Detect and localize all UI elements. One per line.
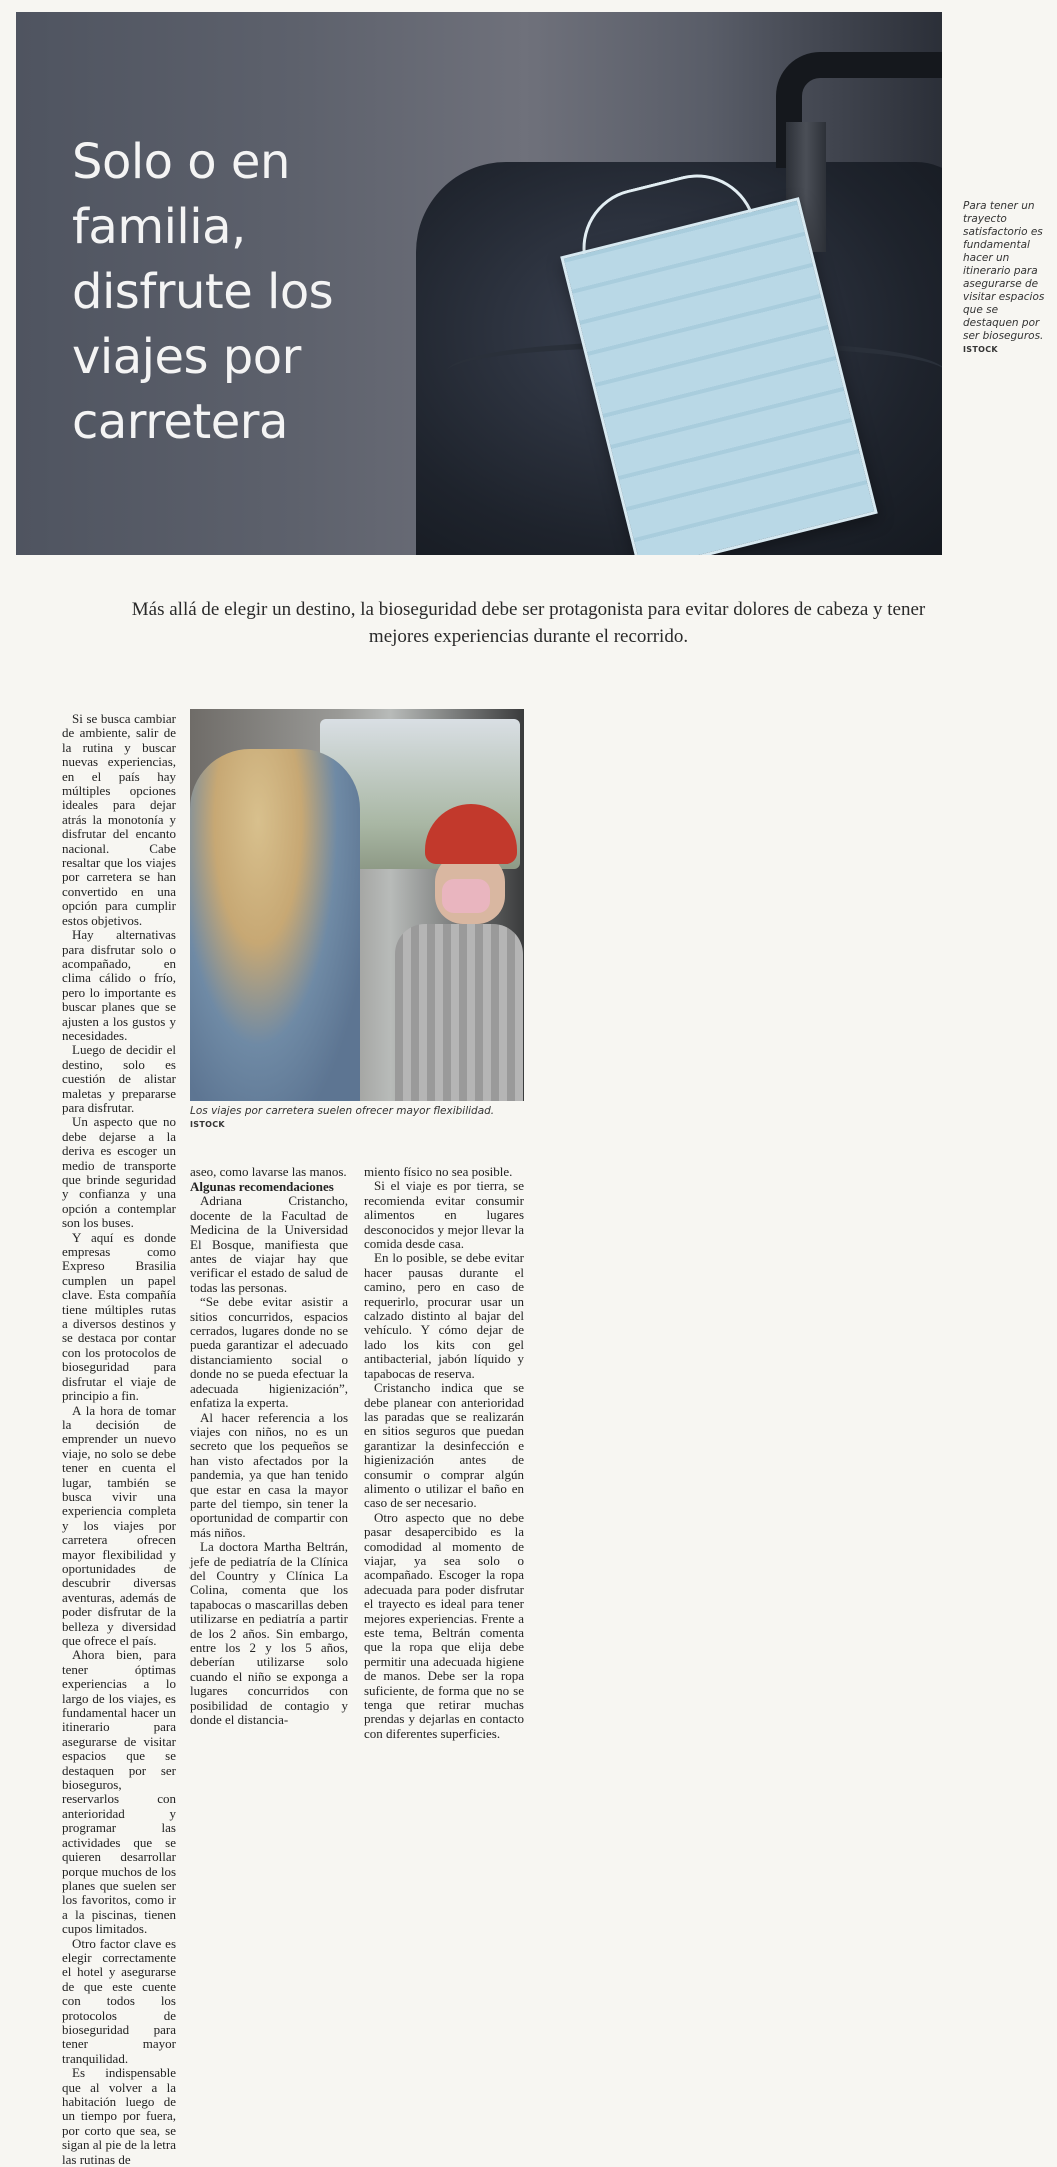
paragraph: Al hacer referencia a los viajes con niños, no es un secreto que los pequeños se han visto afectados por la pandemia, ya que han tenido que estar en casa la mayor parte del tiempo, sin tener la oportunidad de compartir con más niños. <box>190 1409 348 1540</box>
paragraph: aseo, como lavarse las manos. <box>190 1164 347 1179</box>
article-column-1 <box>62 712 176 2167</box>
article-subhead: Más allá de elegir un destino, la bioseguridad debe ser protagonista para evitar dolores de cabeza y tener mejores experiencias durante el recorrido. <box>131 599 926 647</box>
paragraph: Y aquí es donde empresas como Expreso Brasilia cumplen un papel clave. Esta compañía tiene múltiples rutas a diversos destinos y se destaca por contar con los protocolos de bioseguridad para disfrutar el viaje de principio a fin. <box>62 1229 176 1404</box>
paragraph: Cristancho indica que se debe planear con anterioridad las paradas que se realizarán en sitios seguros que puedan garantizar la desinfección e higienización antes de consumir o comprar algún alimento o utilizar el baño en caso de ser necesario. <box>364 1380 524 1511</box>
article-headline <box>72 130 402 455</box>
headline-line: familia, <box>72 199 246 255</box>
travel-photo-caption <box>190 1105 524 1131</box>
paragraph: Otro factor clave es elegir correctamente el hotel y asegurarse de que este cuente con todos los protocolos de bioseguridad para tener mayor tranquilidad. <box>62 1935 176 2066</box>
paragraph: Hay alternativas para disfrutar solo o acompañado, en clima cálido o frío, pero lo importante es buscar planes que se ajusten a los gustos y necesidades. <box>62 927 176 1043</box>
travel-photo-mother-child <box>190 709 524 1101</box>
headline-line: viajes por <box>72 329 301 385</box>
paragraph: “Se debe evitar asistir a sitios concurridos, espacios cerrados, lugares donde no se pueda garantizar el adecuado distanciamiento social o donde no se pueda efectuar la adecuada higienización”, enfatiza la experta. <box>190 1294 348 1411</box>
hero-photo <box>16 12 942 555</box>
paragraph: Otro aspecto que no debe pasar desapercibido es la comodidad al momento de viajar, ya sea solo o acompañado. Escoger la ropa adecuada para poder disfrutar el trayecto es ideal para tener mejores experiencias. Frente a este tema, Beltrán comenta que la ropa que elija debe permitir una adecuada higiene de manos. Debe ser la ropa suficiente, de forma que no se tenga que retirar muchas prendas y dejarlas en contacto con diferentes superficies. <box>364 1509 524 1741</box>
paragraph: Es indispensable que al volver a la habitación luego de un tiempo por fuera, por corto que sea, se sigan al pie de la letra las rutinas de <box>62 2065 176 2167</box>
paragraph: A la hora de tomar la decisión de emprender un nuevo viaje, no solo se debe tener en cuenta el lugar, también se busca vivir una experiencia completa y los viajes por carretera ofrecen mayor flexibilidad y oportunidades de descubrir diversas aventuras, además de poder disfrutar de la belleza y diversidad que ofrece el país. <box>62 1402 176 1648</box>
headline-line: Solo o en <box>72 134 290 190</box>
child-figure <box>395 924 523 1101</box>
woman-figure <box>190 749 360 1101</box>
paragraph: Luego de decidir el destino, solo es cuestión de alistar maletas y prepararse para disfrutar. <box>62 1042 176 1115</box>
article-column-2 <box>190 1165 348 1727</box>
paragraph: En lo posible, se debe evitar hacer pausas durante el camino, pero en caso de requerirlo, procurar usar un calzado distinto al bajar del vehículo. Y cómo dejar de lado los kits con gel antibacterial, jabón líquido y tapabocas de reserva. <box>364 1250 524 1381</box>
headline-line: carretera <box>72 394 288 450</box>
paragraph: Adriana Cristancho, docente de la Facultad de Medicina de la Universidad El Bosque, manifiesta que antes de viajar hay que verificar el estado de salud de todas las personas. <box>190 1193 348 1295</box>
paragraph: Si se busca cambiar de ambiente, salir de la rutina y buscar nuevas experiencias, en el país hay múltiples opciones ideales para dejar atrás la monotonía y disfrutar del encanto nacional. Cabe resaltar que los viajes por carretera se han convertido en una opción para cumplir estos objetivos. <box>62 711 176 928</box>
article-column-3 <box>364 1165 524 1741</box>
paragraph: miento físico no sea posible. <box>364 1164 513 1179</box>
paragraph: Ahora bien, para tener óptimas experiencias a lo largo de los viajes, es fundamental hacer un itinerario para asegurarse de visitar espacios que se destaquen por ser bioseguros, reservarlos con anterioridad y programar las actividades que se quieren desarrollar porque muchos de los planes que suelen ser los favoritos, como ir a la piscinas, tienen cupos limitados. <box>62 1647 176 1937</box>
paragraph: Si el viaje es por tierra, se recomienda evitar consumir alimentos en lugares desconocidos y mejor llevar la comida desde casa. <box>364 1178 524 1252</box>
child-face-mask <box>442 879 490 913</box>
hero-photo-caption <box>963 200 1051 356</box>
hero-caption-text: Para tener un trayecto satisfactorio es fundamental hacer un itinerario para asegurarse de visitar espacios que se destaquen por ser bioseguros. <box>963 200 1045 342</box>
paragraph: La doctora Martha Beltrán, jefe de pediatría de la Clínica del Country y Clínica La Colina, comenta que los tapabocas o mascarillas deben utilizarse en pediatría a partir de los 2 años. Sin embargo, entre los 2 y los 5 años, deberían utilizarse solo cuando el niño se exponga a lugares concurridos con posibilidad de contagio y donde el distancia- <box>190 1539 348 1728</box>
hero-photo-credit: ISTOCK <box>963 345 998 354</box>
photo-credit: ISTOCK <box>190 1120 225 1129</box>
section-subtitle: Algunas recomendaciones <box>190 1179 334 1195</box>
paragraph: Un aspecto que no debe dejarse a la deriva es escoger un medio de transporte que brinde seguridad y confianza y una opción a contemplar son los buses. <box>62 1114 176 1231</box>
headline-line: disfrute los <box>72 264 334 320</box>
photo-caption-text: Los viajes por carretera suelen ofrecer mayor flexibilidad. <box>190 1105 495 1117</box>
